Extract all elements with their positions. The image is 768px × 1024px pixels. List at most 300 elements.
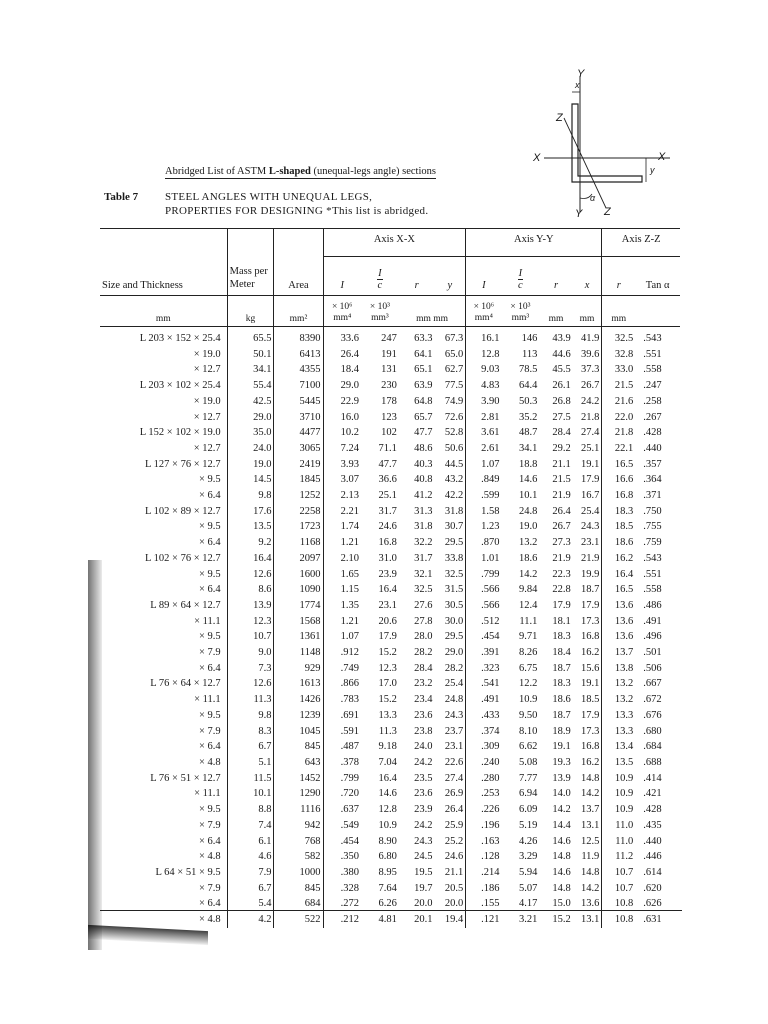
table-cell: 1600 — [274, 567, 323, 583]
table-cell: 29.0 — [323, 378, 361, 394]
table-cell: 17.9 — [552, 599, 571, 611]
table-cell: 65.7 — [414, 411, 433, 423]
table-cell: .759 — [643, 537, 662, 549]
table-cell: 15.0 — [552, 898, 571, 910]
table-cell: .350 — [323, 849, 361, 865]
table-cell: 8.90 — [378, 835, 397, 847]
table-cell: .374 — [466, 724, 502, 740]
table-cell: 20.6 — [378, 615, 397, 627]
table-cell: 6413 — [274, 347, 323, 363]
table-cell: 7.4 — [227, 818, 274, 834]
table-cell: .364 — [643, 474, 662, 486]
table-cell: 23.6 — [414, 788, 433, 800]
table-cell: 16.2 — [580, 647, 600, 659]
table-cell: 50.1 — [227, 347, 274, 363]
table-cell: 6.7 — [227, 881, 274, 897]
table-cell: 67.3 — [444, 333, 464, 344]
cell-size: × 9.5 — [198, 474, 221, 486]
table-cell: 845 — [274, 881, 323, 897]
table-cell: 29.0 — [227, 410, 274, 426]
table-cell: .667 — [643, 678, 662, 690]
table-cell: 768 — [274, 834, 323, 850]
cell-size: × 6.4 — [198, 741, 221, 753]
table-cell: 21.9 — [552, 490, 571, 502]
page-binding-shadow — [88, 560, 102, 950]
table-cell: 42.2 — [444, 490, 464, 502]
table-cell: .506 — [643, 662, 662, 674]
table-cell: 10.9 — [602, 771, 635, 787]
table-cell: 24.0 — [414, 741, 433, 753]
table-cell: .614 — [643, 866, 662, 878]
table-cell: 14.5 — [227, 472, 274, 488]
table-cell: 9.18 — [378, 741, 397, 753]
unit-xx-I: × 10⁶ mm⁴ — [323, 296, 361, 327]
table-cell: 20.0 — [444, 898, 464, 910]
table-cell: .253 — [466, 786, 502, 802]
table-row — [100, 739, 680, 755]
table-cell: 13.6 — [580, 898, 600, 910]
table-cell: 131 — [381, 364, 397, 376]
table-cell: 23.6 — [414, 709, 433, 721]
cell-size: × 6.4 — [198, 537, 221, 549]
cell-size: L 203 × 102 × 25.4 — [139, 380, 221, 392]
table-cell: 14.8 — [552, 882, 571, 894]
table-cell: 9.8 — [227, 708, 274, 724]
table-cell: .267 — [643, 411, 662, 423]
table-cell: 1.07 — [323, 629, 361, 645]
table-cell: 23.9 — [378, 568, 397, 580]
table-cell: 1774 — [274, 598, 323, 614]
unit-xx-Ic: × 10³ mm³ — [361, 296, 399, 327]
table-cell: 15.2 — [378, 694, 397, 706]
table-cell: 1723 — [274, 519, 323, 535]
table-bottom-rule — [100, 910, 682, 911]
table-body — [100, 327, 680, 928]
table-cell: 1116 — [274, 802, 323, 818]
table-cell: 14.8 — [580, 866, 600, 878]
table-cell: 7.3 — [227, 661, 274, 677]
table-cell: 36.6 — [378, 474, 397, 486]
table-cell: 1290 — [274, 786, 323, 802]
table-cell: 19.9 — [580, 568, 600, 580]
table-cell: 42.5 — [227, 394, 274, 410]
table-cell: 65.5 — [227, 327, 274, 347]
unit-zz-tan — [635, 296, 680, 327]
table-cell: 14.8 — [580, 772, 600, 784]
table-cell: 25.1 — [378, 490, 397, 502]
table-cell: 26.9 — [444, 788, 464, 800]
table-cell: 19.1 — [580, 678, 600, 690]
table-cell: 13.9 — [227, 598, 274, 614]
table-cell: 12.3 — [378, 662, 397, 674]
table-cell: 32.8 — [602, 347, 635, 363]
table-cell: .212 — [323, 912, 361, 928]
table-cell: 18.6 — [602, 535, 635, 551]
cell-size: × 11.1 — [194, 615, 221, 627]
table-cell: 10.1 — [227, 786, 274, 802]
table-cell: 15.2 — [552, 914, 571, 926]
table-cell: 2258 — [274, 504, 323, 520]
table-cell: 43.9 — [552, 333, 571, 344]
table-cell: 34.1 — [518, 442, 538, 454]
table-cell: .486 — [643, 599, 662, 611]
table-cell: .446 — [643, 851, 662, 863]
table-cell: 16.2 — [602, 551, 635, 567]
table-cell: 13.5 — [227, 519, 274, 535]
table-cell: 13.5 — [602, 755, 635, 771]
table-cell: 14.6 — [518, 474, 538, 486]
table-cell: 845 — [274, 739, 323, 755]
table-cell: 18.7 — [580, 584, 600, 596]
table-cell: 18.8 — [518, 458, 538, 470]
table-cell: 13.2 — [602, 676, 635, 692]
table-cell: .247 — [643, 380, 662, 392]
table-cell: 27.5 — [552, 411, 571, 423]
table-cell: 10.7 — [602, 881, 635, 897]
table-cell: 1845 — [274, 472, 323, 488]
cell-size: × 6.4 — [198, 662, 221, 674]
table-cell: .196 — [466, 818, 502, 834]
table-cell: 31.5 — [444, 584, 464, 596]
table-cell: 20.1 — [414, 914, 433, 926]
column-yy-r: r — [554, 280, 559, 291]
table-cell: 11.5 — [227, 771, 274, 787]
table-cell: .421 — [643, 788, 662, 800]
table-cell: 9.03 — [466, 362, 502, 378]
table-cell: 1.23 — [466, 519, 502, 535]
table-row — [100, 724, 680, 740]
table-row — [100, 881, 680, 897]
table-cell: .428 — [643, 804, 662, 816]
table-cell: .680 — [643, 725, 662, 737]
table-cell: 2.10 — [323, 551, 361, 567]
table-cell: 11.9 — [581, 851, 600, 863]
table-cell: .870 — [466, 535, 502, 551]
table-cell: 48.6 — [414, 442, 433, 454]
table-cell: 17.0 — [378, 678, 397, 690]
table-cell: 2419 — [274, 457, 323, 473]
table-cell: 14.8 — [552, 851, 571, 863]
table-cell: .749 — [323, 661, 361, 677]
table-cell: 929 — [274, 661, 323, 677]
table-cell: .378 — [323, 755, 361, 771]
table-cell: .280 — [466, 771, 502, 787]
table-cell: 28.0 — [414, 631, 433, 643]
table-cell: .750 — [643, 505, 662, 517]
table-cell: 13.2 — [518, 537, 538, 549]
table-row — [100, 708, 680, 724]
y-axis-label-top: Y — [577, 68, 585, 80]
table-cell: 21.5 — [602, 378, 635, 394]
table-cell: 13.8 — [602, 661, 635, 677]
table-cell: 34.1 — [227, 362, 274, 378]
cell-size: × 7.9 — [198, 725, 221, 737]
table-cell: 522 — [274, 912, 323, 928]
table-row — [100, 535, 680, 551]
cell-size: L 102 × 76 × 12.7 — [145, 552, 221, 564]
table-cell: 3065 — [274, 441, 323, 457]
cell-size: L 76 × 51 × 12.7 — [150, 772, 221, 784]
table-cell: 44.6 — [552, 348, 571, 360]
table-cell: 1.07 — [466, 457, 502, 473]
table-cell: 22.0 — [602, 410, 635, 426]
table-cell: 19.0 — [227, 457, 274, 473]
unit-area: mm² — [274, 296, 323, 327]
table-cell: 24.2 — [580, 395, 600, 407]
table-cell: 21.1 — [552, 458, 571, 470]
table-cell: 26.4 — [323, 347, 361, 363]
steel-angle-properties-table — [100, 228, 680, 928]
table-cell: 17.3 — [580, 725, 600, 737]
table-cell: 74.9 — [444, 395, 464, 407]
table-cell: 1361 — [274, 629, 323, 645]
table-cell: 1.21 — [323, 614, 361, 630]
table-cell: .866 — [323, 676, 361, 692]
unit-zz-r: mm — [602, 296, 635, 327]
cell-size: L 64 × 51 × 9.5 — [155, 866, 221, 878]
table-cell: 12.3 — [227, 614, 274, 630]
table-cell: 17.9 — [378, 631, 397, 643]
table-cell: .391 — [466, 645, 502, 661]
table-cell: 13.6 — [602, 614, 635, 630]
table-cell: 24.6 — [378, 521, 397, 533]
table-cell: .849 — [466, 472, 502, 488]
table-cell: 14.2 — [518, 568, 538, 580]
column-xx-I-over-c — [361, 257, 399, 296]
table-cell: 18.9 — [552, 725, 571, 737]
table-cell: 9.71 — [518, 631, 538, 643]
table-cell: 33.6 — [323, 327, 361, 347]
table-row — [100, 488, 680, 504]
cell-size: × 4.8 — [198, 851, 221, 863]
table-cell: 26.4 — [552, 505, 571, 517]
table-cell: 11.0 — [602, 818, 635, 834]
table-cell: 26.7 — [580, 380, 600, 392]
table-cell: 35.2 — [518, 411, 538, 423]
cell-size: × 7.9 — [198, 647, 221, 659]
table-cell: 28.4 — [414, 662, 433, 674]
table-cell: .186 — [466, 881, 502, 897]
cell-size: × 7.9 — [198, 882, 221, 894]
table-cell: .688 — [643, 756, 662, 768]
table-row — [100, 755, 680, 771]
table-cell: 3.90 — [466, 394, 502, 410]
table-cell: 1.74 — [323, 519, 361, 535]
table-cell: 24.8 — [518, 505, 538, 517]
table-cell: 9.8 — [227, 488, 274, 504]
table-cell: 33.0 — [602, 362, 635, 378]
unit-yy-r: mm — [539, 296, 572, 327]
table-cell: 16.4 — [378, 772, 397, 784]
table-cell: 1168 — [274, 535, 323, 551]
table-cell: 27.8 — [414, 615, 433, 627]
table-cell: .487 — [323, 739, 361, 755]
cell-size: × 11.1 — [194, 694, 221, 706]
table-cell: 12.6 — [227, 676, 274, 692]
frac-den: c — [518, 280, 523, 291]
table-cell: 14.6 — [552, 866, 571, 878]
table-cell: 113 — [521, 348, 538, 360]
table-row — [100, 598, 680, 614]
cell-size: × 6.4 — [198, 898, 221, 910]
table-cell: 102 — [381, 427, 397, 439]
table-cell: .783 — [323, 692, 361, 708]
table-cell: 6.94 — [518, 788, 538, 800]
table-cell: 16.2 — [580, 756, 600, 768]
table-cell: 19.0 — [518, 521, 538, 533]
table-cell: 18.6 — [518, 552, 538, 564]
table-cell: .121 — [466, 912, 502, 928]
table-cell: 6.7 — [227, 739, 274, 755]
table-cell: 7.9 — [227, 865, 274, 881]
table-cell: 24.2 — [414, 819, 433, 831]
table-cell: .155 — [466, 896, 502, 912]
table-cell: 14.4 — [552, 819, 571, 831]
table-cell: 25.4 — [444, 678, 464, 690]
abridged-suffix: (unequal-legs angle) sections — [310, 166, 436, 177]
table-cell: 1613 — [274, 676, 323, 692]
table-cell: 21.8 — [580, 411, 600, 423]
table-cell: 6.09 — [518, 804, 538, 816]
table-cell: 582 — [274, 849, 323, 865]
table-cell: 63.3 — [414, 333, 433, 344]
table-cell: 19.3 — [552, 756, 571, 768]
table-cell: 30.0 — [444, 615, 464, 627]
table-cell: .799 — [466, 567, 502, 583]
table-cell: 17.3 — [580, 615, 600, 627]
table-cell: 21.9 — [552, 552, 571, 564]
table-cell: 23.1 — [444, 741, 464, 753]
table-cell: .558 — [643, 584, 662, 596]
table-cell: 16.8 — [378, 537, 397, 549]
column-xx-y: y — [447, 280, 453, 291]
table-cell: 3.29 — [518, 851, 538, 863]
table-cell: 52.8 — [444, 427, 464, 439]
table-cell: 23.1 — [580, 537, 600, 549]
table-cell: .541 — [466, 676, 502, 692]
table-row — [100, 818, 680, 834]
table-cell: 4.6 — [227, 849, 274, 865]
table-cell: 21.5 — [552, 474, 571, 486]
header-axis-xx: Axis X-X — [323, 229, 466, 257]
table-cell: 146 — [521, 333, 538, 344]
y-axis-label-bottom: Y — [575, 208, 583, 220]
cell-size: L 89 × 64 × 12.7 — [150, 599, 221, 611]
table-cell: 5.08 — [518, 756, 538, 768]
table-cell: 13.1 — [580, 914, 600, 926]
cell-size: L 76 × 64 × 12.7 — [150, 678, 221, 690]
table-cell: 14.2 — [580, 882, 600, 894]
table-cell: 21.9 — [580, 552, 600, 564]
table-cell: 26.7 — [552, 521, 571, 533]
frac-num: I — [378, 268, 382, 279]
table-cell: 10.9 — [378, 819, 397, 831]
table-cell: .357 — [643, 458, 662, 470]
table-cell: 5.07 — [518, 882, 538, 894]
table-cell: 22.1 — [602, 441, 635, 457]
table-cell: .454 — [466, 629, 502, 645]
table-cell: 1.01 — [466, 551, 502, 567]
table-cell: 11.2 — [602, 849, 635, 865]
table-cell: 28.4 — [552, 427, 571, 439]
table-cell: .323 — [466, 661, 502, 677]
y-dimension-label: y — [650, 165, 655, 175]
table-cell: 19.4 — [444, 914, 464, 926]
table-cell: 942 — [274, 818, 323, 834]
cell-size: × 9.5 — [198, 568, 221, 580]
table-cell: 18.5 — [602, 519, 635, 535]
table-cell: 22.3 — [552, 568, 571, 580]
table-cell: 13.6 — [602, 629, 635, 645]
table-cell: 1.15 — [323, 582, 361, 598]
table-cell: .912 — [323, 645, 361, 661]
table-cell: 30.7 — [444, 521, 464, 533]
table-cell: 20.0 — [414, 898, 433, 910]
unit-mass: kg — [227, 296, 274, 327]
table-cell: 4.26 — [518, 835, 538, 847]
table-cell: 10.7 — [602, 865, 635, 881]
abridged-bold: L-shaped — [268, 166, 311, 177]
table-cell: 14.6 — [378, 788, 397, 800]
table-row — [100, 614, 680, 630]
cell-size: × 4.8 — [198, 756, 221, 768]
table-cell: 643 — [274, 755, 323, 771]
table-cell: 14.2 — [580, 788, 600, 800]
table-cell: 10.9 — [602, 802, 635, 818]
table-cell: .599 — [466, 488, 502, 504]
table-cell: 18.5 — [580, 694, 600, 706]
table-cell: 31.7 — [414, 552, 433, 564]
table-cell: 4.83 — [466, 378, 502, 394]
cell-size: × 9.5 — [198, 521, 221, 533]
cell-size: × 9.5 — [198, 631, 221, 643]
table-cell: 17.6 — [227, 504, 274, 520]
table-cell: 71.1 — [378, 442, 397, 454]
table-cell: .676 — [643, 709, 662, 721]
table-cell: 8.95 — [378, 866, 397, 878]
table-cell: 23.7 — [444, 725, 464, 737]
table-cell: 13.4 — [602, 739, 635, 755]
table-cell: 31.8 — [444, 505, 464, 517]
table-cell: .433 — [466, 708, 502, 724]
table-cell: 31.7 — [378, 505, 397, 517]
table-cell: .258 — [643, 395, 662, 407]
table-cell: 16.6 — [602, 472, 635, 488]
table-cell: 2097 — [274, 551, 323, 567]
table-cell: .637 — [323, 802, 361, 818]
table-cell: 1.35 — [323, 598, 361, 614]
cell-size: × 11.1 — [194, 788, 221, 800]
column-yy-x: x — [584, 280, 590, 291]
table-cell: 25.1 — [580, 442, 600, 454]
table-row — [100, 519, 680, 535]
table-cell: 25.9 — [444, 819, 464, 831]
table-cell: 22.8 — [552, 584, 571, 596]
table-cell: 32.5 — [414, 584, 433, 596]
table-cell: 12.6 — [227, 567, 274, 583]
angle-section-diagram — [520, 62, 700, 222]
table-cell: 26.8 — [552, 395, 571, 407]
table-cell: 178 — [381, 395, 397, 407]
cell-size: L 102 × 89 × 12.7 — [145, 505, 221, 517]
table-cell: 48.7 — [518, 427, 538, 439]
column-xx-I: I — [323, 257, 361, 296]
table-cell: 3.93 — [323, 457, 361, 473]
table-cell: 45.5 — [552, 364, 571, 376]
table-cell: 20.5 — [444, 882, 464, 894]
column-zz-tan: Tan α — [645, 280, 670, 291]
table-cell: 27.4 — [580, 427, 600, 439]
